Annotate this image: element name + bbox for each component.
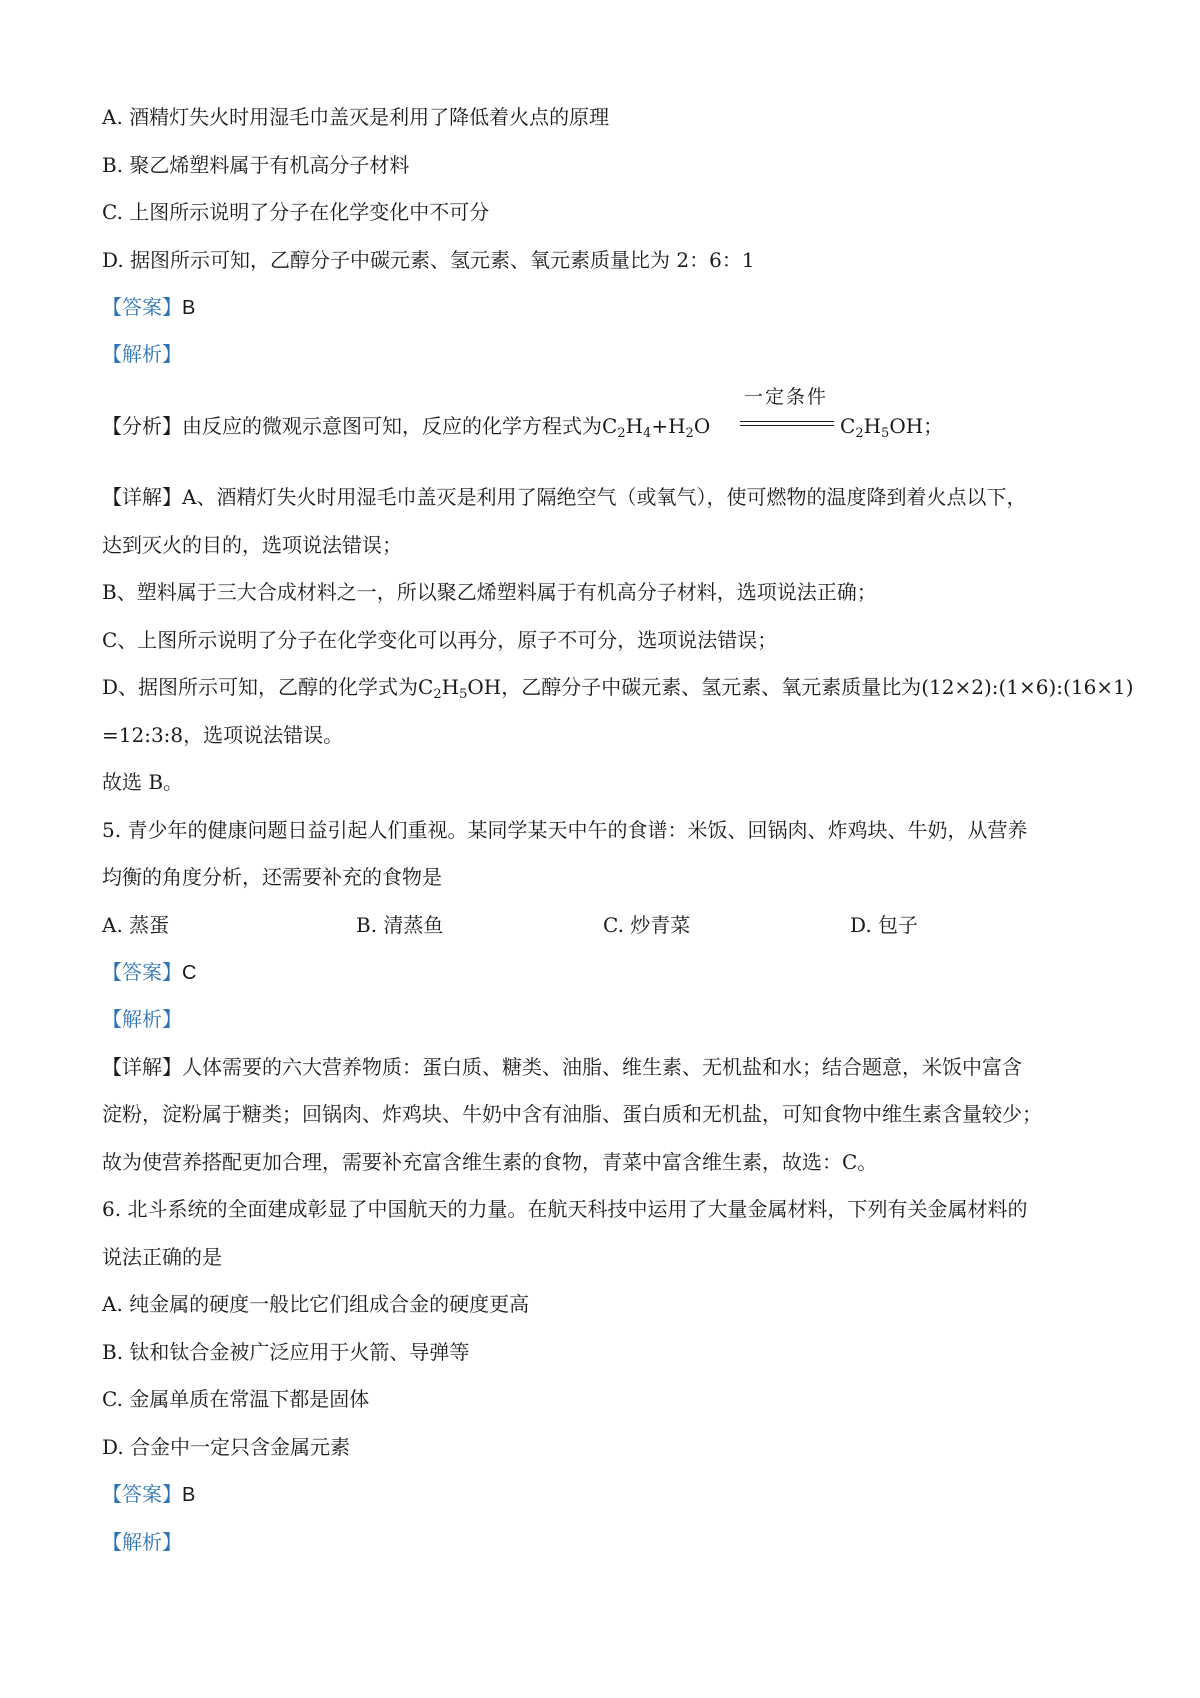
q4-detail-line3: B、塑料属于三大合成材料之一，所以聚乙烯塑料属于有机高分子材料，选项说法正确； — [102, 580, 877, 604]
q6-stem-line2: 说法正确的是 — [102, 1245, 222, 1269]
answer-label: 【答案】 — [102, 960, 182, 984]
detail-label: 【详解】 — [102, 1055, 182, 1079]
q5-detail-line3: 故为使营养搭配更加合理，需要补充富含维生素的食物，青菜中富含维生素，故选：C。 — [102, 1150, 878, 1174]
q4-answer — [102, 294, 195, 321]
answer-value: B — [182, 1484, 196, 1506]
q4-fenxi — [102, 413, 710, 439]
equation-product: $C_2H_5OH$； — [840, 414, 944, 441]
q6-option-b: B. 钛和钛合金被广泛应用于火箭、导弹等 — [102, 1340, 470, 1364]
q5-analysis-label: 【解析】 — [102, 1007, 182, 1031]
q4-option-b: B. 聚乙烯塑料属于有机高分子材料 — [102, 153, 410, 177]
reaction-double-line — [740, 421, 834, 426]
q4-detail-line5: D、据图所示可知，乙醇的化学式为$C_2H_5OH$，乙醇分子中碳元素、氢元素、氧元素质量比为(12×2):(1×6):(16×1) — [102, 675, 1134, 702]
answer-label: 【答案】 — [102, 295, 182, 319]
q4-detail-line4: C、上图所示说明了分子在化学变化可以再分，原子不可分，选项说法错误； — [102, 628, 778, 652]
q6-analysis-label: 【解析】 — [102, 1530, 182, 1554]
q6-stem-line1: 6. 北斗系统的全面建成彰显了中国航天的力量。在航天科技中运用了大量金属材料，下列有关金属材料的 — [102, 1197, 1028, 1221]
q5-detail-line1: 【详解】人体需要的六大营养物质：蛋白质、糖类、油脂、维生素、无机盐和水；结合题意，米饭中富含 — [102, 1055, 1022, 1079]
q4-option-a: A. 酒精灯失火时用湿毛巾盖灭是利用了降低着火点的原理 — [102, 105, 610, 129]
q5-stem-line2: 均衡的角度分析，还需要补充的食物是 — [102, 865, 442, 889]
q6-answer — [102, 1481, 195, 1508]
q5-option-c: C. 炒青菜 — [603, 913, 691, 937]
answer-value: B — [182, 297, 196, 319]
fenxi-text: 由反应的微观示意图可知，反应的化学方程式为 — [182, 414, 602, 438]
equation-reactants: $C_2H_4+H_2O$ — [602, 414, 711, 441]
answer-value: C — [182, 962, 197, 984]
q4-analysis-label: 【解析】 — [102, 342, 182, 366]
ethanol-formula: $C_2H_5OH$ — [418, 675, 502, 702]
q4-option-d: D. 据图所示可知，乙醇分子中碳元素、氢元素、氧元素质量比为 2：6：1 — [102, 248, 755, 272]
q4-detail-line1: 【详解】A、酒精灯失火时用湿毛巾盖灭是利用了隔绝空气（或氧气），使可燃物的温度降到着火点以下， — [102, 485, 1027, 509]
q5-option-d: D. 包子 — [850, 913, 919, 937]
q5-option-b: B. 清蒸鱼 — [356, 913, 444, 937]
q4-option-c: C. 上图所示说明了分子在化学变化中不可分 — [102, 200, 490, 224]
q5-detail-line2: 淀粉，淀粉属于糖类；回锅肉、炸鸡块、牛奶中含有油脂、蛋白质和无机盐，可知食物中维生素含量较少； — [102, 1102, 1042, 1126]
q5-option-a: A. 蒸蛋 — [102, 913, 170, 937]
q6-option-c: C. 金属单质在常温下都是固体 — [102, 1387, 370, 1411]
q4-detail-line2: 达到灭火的目的，选项说法错误； — [102, 533, 402, 557]
q4-detail-line6: =12:3:8，选项说法错误。 — [102, 723, 344, 747]
q5-answer — [102, 959, 196, 986]
q6-option-d: D. 合金中一定只含金属元素 — [102, 1435, 351, 1459]
reaction-condition: 一定条件 — [743, 386, 828, 408]
fenxi-label: 【分析】 — [102, 414, 182, 438]
q6-option-a: A. 纯金属的硬度一般比它们组成合金的硬度更高 — [102, 1292, 530, 1316]
answer-label: 【答案】 — [102, 1482, 182, 1506]
q5-stem-line1: 5. 青少年的健康问题日益引起人们重视。某同学某天中午的食谱：米饭、回锅肉、炸鸡块、牛奶，从营养 — [102, 818, 1028, 842]
detail-label: 【详解】 — [102, 485, 182, 509]
q4-conclusion: 故选 B。 — [102, 770, 184, 794]
